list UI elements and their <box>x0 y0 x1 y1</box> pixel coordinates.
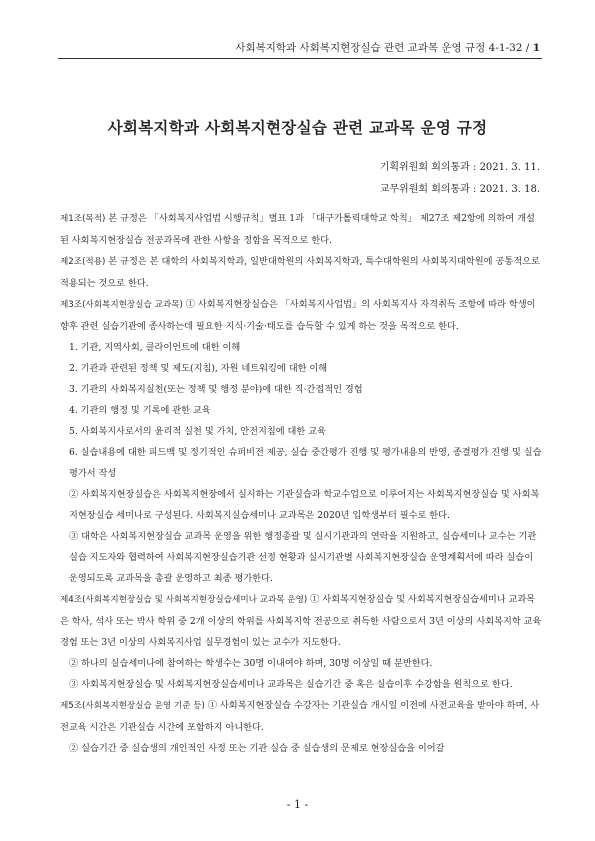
article-1-text: 본 규정은 「사회복지사업법 시행규칙」별표 1과 「대구가톨릭대학교 학칙」 제27조 제2항에 의하여 개설된 사회복지현장실습 전공과목에 관한 사항을 정함을 목적으로 한다. <box>60 213 535 246</box>
approval-planning-committee: 기획위원회 회의통과 : 2021. 3. 11. <box>379 162 540 173</box>
article-1-heading: 제1조(목적) <box>60 214 106 224</box>
approval-academic-committee: 교무위원회 회의통과 : 2021. 3. 18. <box>379 184 540 195</box>
article-5-paragraph-2: ② 실습기간 중 실습생의 개인적인 사정 또는 기관 실습 중 실습생의 문제로 현장실습을 이어갈 <box>69 743 445 754</box>
article-3-heading: 제3조(사회복지현장실습 교과목) <box>60 300 183 310</box>
article-2 <box>60 251 543 294</box>
list-item: 3. 기관의 사회복지실천(또는 정책 및 행정 분야)에 대한 직·간접적인 경험 <box>69 384 363 395</box>
article-3-text: ① 사회복지현장실습은 「사회복지사업법」의 사회복지사 자격취득 조항에 따라 학생이 향후 관련 실습기관에 종사하는데 필요한 지식·기술·태도를 습득할 수 있게 하는 것을 목적으로 한다. <box>60 299 536 332</box>
article-4-paragraph-3: ③ 사회복지현장실습 및 사회복지현장실습세미나 교과목은 실습기간 중 혹은 실습이후 수강함을 원칙으로 한다. <box>69 679 513 690</box>
article-4-text: ① 사회복지현장실습 및 사회복지현장실습세미나 교과목은 학사, 석사 또는 박사 학위 중 2개 이상의 학위를 사회복지학 전공으로 취득한 사람으로서 3년 이상의 사회복지학 교육경험 또는 3년 이상의 사회복지사업 실무경험이 있는 교수가 지도한다. <box>60 594 542 648</box>
article-5-text: ① 사회복지현장실습 수강자는 기관실습 개시일 이전에 사전교육을 받아야 하며, 사전교육 시간은 기관실습 시간에 포함하지 아니한다. <box>60 700 540 733</box>
article-1 <box>60 208 543 251</box>
list-item: 4. 기관의 행정 및 기록에 관한 교육 <box>69 405 211 416</box>
article-3 <box>60 294 543 337</box>
article-3-paragraph-3: ③ 대학은 사회복지현장실습 교과목 운영을 위한 행정총괄 및 실시기관과의 연락을 지원하고, 실습세미나 교수는 기관실습 지도자와 협력하여 사회복지현장실습기관 선정 현황과 실시기관별 사회복지현장실습 운영계획서에 따라 실습이 운영되도록 교과목을 총괄 운영하고 최종 평가한다. <box>69 531 537 584</box>
article-5 <box>60 695 543 738</box>
document-title: 사회복지학과 사회복지현장실습 관련 교과목 운영 규정 <box>107 119 488 137</box>
header-text: 사회복지학과 사회복지현장실습 관련 교과목 운영 규정 4-1-32 / <box>235 42 530 54</box>
list-item: 2. 기관과 관련된 정책 및 제도(지침), 자원 네트워킹에 대한 이해 <box>69 363 328 374</box>
article-2-text: 본 규정은 본 대학의 사회복지학과, 일반대학원의 사회복지학과, 특수대학원의 사회복지대학원에 공통적으로 적용되는 것으로 한다. <box>60 256 540 289</box>
regulation-body <box>60 208 543 759</box>
running-header <box>60 40 540 55</box>
article-4-paragraph-2: ② 하나의 실습세미나에 참여하는 학생수는 30명 이내여야 하며, 30명 이상일 때 분반한다. <box>69 658 433 669</box>
list-item: 1. 기관, 지역사회, 클라이언트에 대한 이해 <box>69 342 241 353</box>
list-item: 5. 사회복지사로서의 윤리적 실천 및 가치, 안전지침에 대한 교육 <box>69 426 326 437</box>
article-4 <box>60 589 543 653</box>
article-2-heading: 제2조(적용) <box>60 257 106 267</box>
article-3-paragraph-2: ② 사회복지현장실습은 사회복지현장에서 실시하는 기관실습과 학교수업으로 이루어지는 사회복지현장실습 및 사회복지현장실습 세미나로 구성된다. 사회복지실습세미나 교과목은 2020년 입학생부터 필수로 한다. <box>69 489 540 521</box>
header-page-number: 1 <box>532 42 540 54</box>
article-5-heading: 제5조(사회복지현장실습 운영 기준 등) <box>60 701 205 711</box>
list-item: 6. 실습내용에 대한 피드백 및 정기적인 슈퍼비전 제공, 실습 중간평가 진행 및 평가내용의 반영, 종결평가 진행 및 실습평가서 작성 <box>69 447 542 479</box>
header-divider <box>58 58 542 59</box>
page-number-footer: - 1 - <box>286 798 309 811</box>
article-4-heading: 제4조(사회복지현장실습 및 사회복지현장실습세미나 교과목 운영) <box>60 595 308 605</box>
